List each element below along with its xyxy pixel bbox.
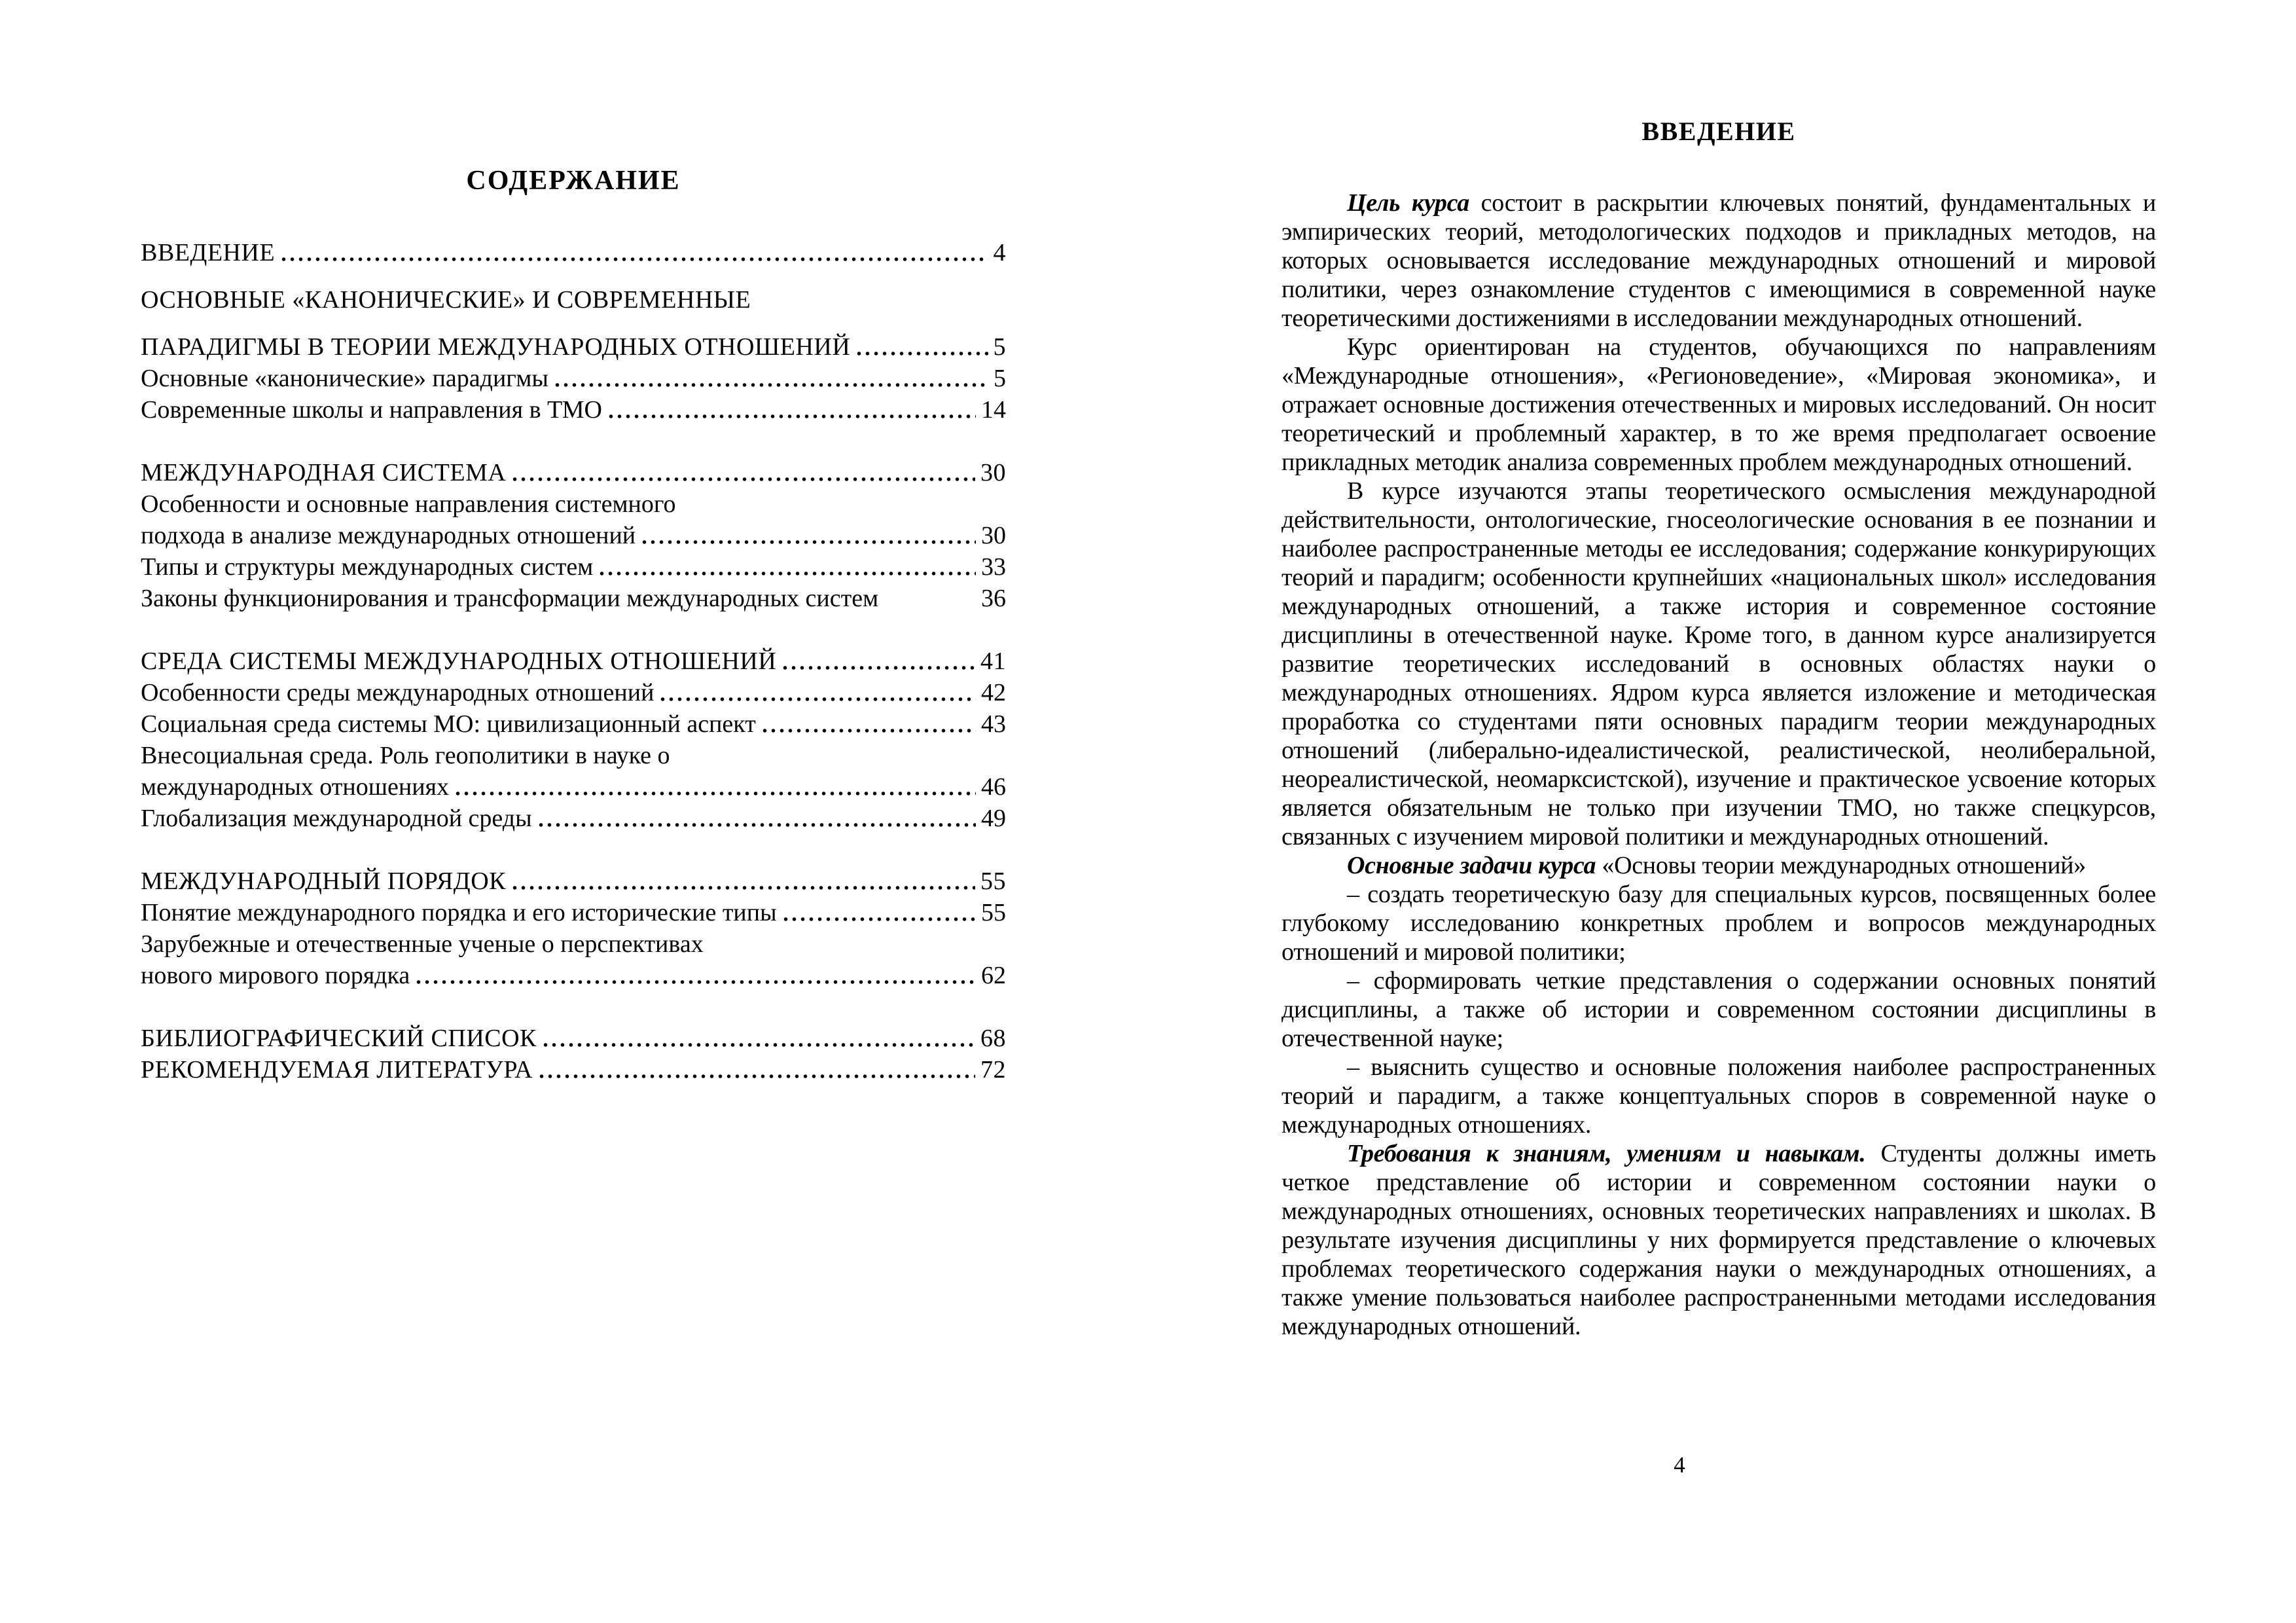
toc-entry bbox=[141, 803, 1006, 834]
toc-entry-label: СРЕДА СИСТЕМЫ МЕЖДУНАРОДНЫХ ОТНОШЕНИЙ bbox=[141, 647, 777, 675]
toc-entry-label: подхода в анализе международных отношений bbox=[141, 522, 636, 549]
toc-entry bbox=[141, 677, 1006, 708]
toc-page-number: 41 bbox=[980, 647, 1006, 675]
toc-page-number: 14 bbox=[981, 396, 1006, 424]
toc-page-number: 30 bbox=[981, 522, 1006, 549]
intro-paragraph bbox=[1282, 477, 2156, 851]
toc-page-number: 55 bbox=[980, 867, 1006, 895]
toc-entry bbox=[141, 583, 1006, 614]
toc-dot-leader bbox=[416, 979, 976, 985]
toc-dot-leader bbox=[512, 884, 975, 891]
intro-paragraph bbox=[1282, 189, 2156, 333]
page-number-footer: 4 bbox=[1674, 1452, 1685, 1478]
toc-entry bbox=[141, 237, 1006, 268]
toc-dot-leader bbox=[512, 476, 975, 483]
paragraph-text: – выяснить существо и основные положения наиболее распространенных теорий и парадигм, а также концептуальных споров в современной науке о международных отношениях. bbox=[1282, 1053, 2156, 1139]
toc-dot-leader bbox=[762, 727, 976, 734]
toc-entry-label: ОСНОВНЫЕ «КАНОНИЧЕСКИЕ» И СОВРЕМЕННЫЕ bbox=[141, 286, 751, 314]
toc-entry-label: Типы и структуры международных систем bbox=[141, 553, 594, 581]
toc-entry bbox=[141, 928, 1006, 960]
paragraph-text: Курс ориентирован на студентов, обучающихся по направлениям «Международные отношения», «Регионоведение», «Мировая экономика», и отражает основные достижения отечественных и мировых исследований. Он носит теоретический и проблемный характер, в то же время предполагает освоение прикладных методик анализа современных проблем международных отношений. bbox=[1282, 333, 2156, 476]
toc-dot-leader bbox=[555, 382, 988, 388]
toc-heading: СОДЕРЖАНИЕ bbox=[466, 166, 681, 196]
toc-page-number: 4 bbox=[993, 239, 1006, 266]
toc-entry bbox=[141, 331, 1006, 363]
toc-list bbox=[141, 237, 1006, 1085]
paragraph-text: состоит в раскрытии ключевых понятий, фундаментальных и эмпирических теорий, методологических подходов и прикладных методов, на которых основывается исследование международных отношений и мировой политики, через ознакомление студентов с имеющимися в современной науке теоретическими достижениями в исследовании международных отношений. bbox=[1282, 189, 2156, 332]
toc-entry bbox=[141, 457, 1006, 488]
intro-paragraph-task-item bbox=[1282, 966, 2156, 1053]
intro-paragraph bbox=[1282, 333, 2156, 477]
toc-entry-label: МЕЖДУНАРОДНАЯ СИСТЕМА bbox=[141, 459, 507, 486]
toc-dot-leader bbox=[456, 790, 976, 797]
toc-entry-label: МЕЖДУНАРОДНЫЙ ПОРЯДОК bbox=[141, 867, 506, 895]
toc-dot-leader bbox=[539, 822, 976, 828]
intro-paragraph bbox=[1282, 1139, 2156, 1341]
toc-dot-leader bbox=[281, 256, 988, 263]
intro-body bbox=[1282, 189, 2156, 1341]
toc-entry bbox=[141, 1023, 1006, 1054]
toc-dot-leader bbox=[539, 1073, 975, 1080]
toc-entry-label: Особенности и основные направления системного bbox=[141, 490, 676, 518]
toc-page-number: 36 bbox=[981, 585, 1006, 612]
paragraph-text: «Основы теории международных отношений» bbox=[1596, 852, 2086, 879]
toc-dot-leader bbox=[642, 539, 976, 545]
toc-page-number: 5 bbox=[994, 365, 1006, 392]
paragraph-lead: Требования к знаниям, умениям и навыкам. bbox=[1347, 1140, 1866, 1167]
toc-entry-label: Глобализация международной среды bbox=[141, 805, 532, 832]
toc-entry bbox=[141, 866, 1006, 897]
toc-entry-label: ВВЕДЕНИЕ bbox=[141, 239, 276, 266]
toc-entry bbox=[141, 771, 1006, 803]
toc-dot-leader bbox=[677, 759, 994, 765]
toc-entry-label: БИБЛИОГРАФИЧЕСКИЙ СПИСОК bbox=[141, 1025, 537, 1052]
toc-page-number: 55 bbox=[981, 899, 1006, 926]
toc-entry bbox=[141, 740, 1006, 771]
toc-entry bbox=[141, 708, 1006, 740]
toc-entry-label: Особенности среды международных отношений bbox=[141, 679, 655, 706]
toc-entry bbox=[141, 394, 1006, 426]
toc-dot-leader bbox=[609, 413, 976, 420]
toc-page-number: 43 bbox=[981, 710, 1006, 738]
toc-page-number: 72 bbox=[980, 1056, 1006, 1084]
toc-entry bbox=[141, 363, 1006, 394]
intro-paragraph-task-item bbox=[1282, 1053, 2156, 1139]
toc-entry bbox=[141, 960, 1006, 991]
toc-entry-label: ПАРАДИГМЫ В ТЕОРИИ МЕЖДУНАРОДНЫХ ОТНОШЕНИЙ bbox=[141, 333, 851, 361]
toc-page-number: 49 bbox=[981, 805, 1006, 832]
toc-entry bbox=[141, 1054, 1006, 1085]
toc-dot-leader bbox=[885, 602, 976, 608]
toc-entry-label: Законы функционирования и трансформации международных систем bbox=[141, 585, 879, 612]
toc-page-number: 30 bbox=[980, 459, 1006, 486]
intro-paragraph-task-item bbox=[1282, 880, 2156, 966]
toc-page-number: 42 bbox=[981, 679, 1006, 706]
toc-dot-leader bbox=[682, 507, 994, 514]
toc-entry bbox=[141, 488, 1006, 520]
toc-entry bbox=[141, 520, 1006, 551]
toc-entry-label: Зарубежные и отечественные ученые о перспективах bbox=[141, 930, 704, 958]
toc-dot-leader bbox=[543, 1042, 975, 1048]
toc-page bbox=[141, 165, 1006, 1085]
toc-page-number: 33 bbox=[981, 553, 1006, 581]
toc-entry bbox=[141, 551, 1006, 583]
toc-dot-leader bbox=[783, 665, 975, 671]
paragraph-lead: Основные задачи курса bbox=[1347, 852, 1596, 879]
paragraph-text: – сформировать четкие представления о содержании основных понятий дисциплины, а также об истории и современном состоянии дисциплины в отечественной науке; bbox=[1282, 967, 2156, 1052]
toc-entry-label: нового мирового порядка bbox=[141, 962, 410, 989]
toc-dot-leader bbox=[600, 570, 976, 577]
toc-dot-leader bbox=[660, 696, 976, 702]
intro-page bbox=[1282, 117, 2156, 1341]
intro-paragraph bbox=[1282, 851, 2156, 880]
toc-entry-label: Понятие международного порядка и его исторические типы bbox=[141, 899, 777, 926]
toc-entry-label: Социальная среда системы МО: цивилизационный аспект bbox=[141, 710, 756, 738]
toc-entry bbox=[141, 897, 1006, 928]
toc-page-number: 46 bbox=[981, 773, 1006, 801]
toc-entry-label: РЕКОМЕНДУЕМАЯ ЛИТЕРАТУРА bbox=[141, 1056, 533, 1084]
toc-page-number: 5 bbox=[993, 333, 1006, 361]
paragraph-lead: Цель курса bbox=[1347, 189, 1469, 217]
paragraph-text: В курсе изучаются этапы теоретического осмысления международной действительности, онтологические, гносеологические основания в ее познании и наиболее распространенные методы ее исследования; содержание конкурирующих теорий и парадигм; особенности крупнейших «национальных школ» исследования международных отношений, а также история и современное состояние дисциплины в отечественной науке. Кроме того, в данном курсе анализируется развитие теоретических исследований в основных областях науки о международных отношениях. Ядром курса является изложение и методическая проработка со студентами пяти основных парадигм теории международных отношений (либерально-идеалистической, реалистической, неолиберальной, неореалистической, неомарксистской), изучение и практическое усвоение которых является обязательным не только при изучении ТМО, но также спецкурсов, связанных с изучением мировой политики и международных отношений. bbox=[1282, 477, 2156, 850]
toc-dot-leader bbox=[783, 916, 976, 922]
toc-entry bbox=[141, 646, 1006, 677]
toc-entry-label: Современные школы и направления в ТМО bbox=[141, 396, 602, 424]
toc-dot-leader bbox=[857, 350, 988, 357]
toc-dot-leader bbox=[757, 303, 994, 310]
toc-page-number: 68 bbox=[980, 1025, 1006, 1052]
toc-entry-label: Основные «канонические» парадигмы bbox=[141, 365, 548, 392]
toc-entry-label: международных отношениях bbox=[141, 773, 450, 801]
toc-entry-label: Внесоциальная среда. Роль геополитики в науке о bbox=[141, 742, 670, 769]
paragraph-text: – создать теоретическую базу для специальных курсов, посвященных более глубокому исследованию конкретных проблем и вопросов международных отношений и мировой политики; bbox=[1282, 881, 2156, 966]
toc-dot-leader bbox=[710, 947, 994, 954]
toc-page-number: 62 bbox=[981, 962, 1006, 989]
toc-entry bbox=[141, 284, 1006, 316]
intro-heading: ВВЕДЕНИЕ bbox=[1641, 117, 1796, 146]
paragraph-text: Студенты должны иметь четкое представление об истории и современном состоянии науки о международных отношениях, основных теоретических направлениях и школах. В результате изучения дисциплины у них формируется представление о ключевых проблемах теоретического содержания науки о международных отношениях, а также умение пользоваться наиболее распространенными методами исследования международных отношений. bbox=[1282, 1140, 2157, 1340]
